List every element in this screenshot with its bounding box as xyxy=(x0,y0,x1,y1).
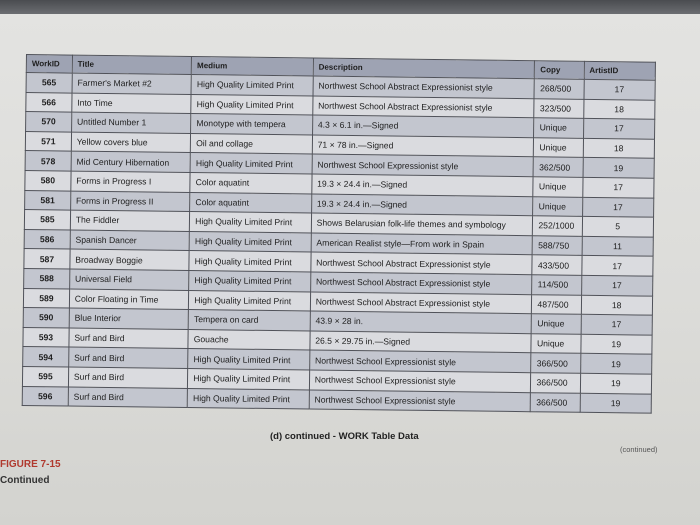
figure-continued-label: Continued xyxy=(0,475,50,486)
cell-medium: High Quality Limited Print xyxy=(190,153,312,174)
cell-copy: 366/500 xyxy=(531,353,580,373)
cell-artistid: 17 xyxy=(582,197,654,217)
cell-title: The Fiddler xyxy=(70,210,190,231)
table-body xyxy=(22,73,655,414)
cell-description: American Realist style—From work in Spain xyxy=(311,233,533,255)
cell-copy: 362/500 xyxy=(534,157,583,177)
cell-title: Color Floating in Time xyxy=(69,289,189,310)
cell-copy: Unique xyxy=(532,314,581,334)
work-table-wrapper xyxy=(22,54,656,414)
cell-copy: 588/750 xyxy=(533,235,582,255)
cell-artistid: 17 xyxy=(581,275,653,295)
cell-medium: Color aquatint xyxy=(190,192,312,213)
figure-label: FIGURE 7-15 xyxy=(0,459,61,470)
cell-copy: 366/500 xyxy=(531,392,580,412)
cell-medium: Oil and collage xyxy=(191,133,313,154)
cell-workid: 587 xyxy=(24,249,70,269)
cell-description: Shows Belarusian folk-life themes and symbology xyxy=(311,213,533,235)
cell-description: Northwest School Expressionist style xyxy=(309,350,531,372)
cell-workid: 588 xyxy=(24,268,70,288)
cell-artistid: 18 xyxy=(581,295,653,315)
cell-workid: 589 xyxy=(23,288,69,308)
cell-workid: 571 xyxy=(25,131,71,151)
cell-copy: 323/500 xyxy=(534,98,583,118)
cell-workid: 580 xyxy=(25,170,71,190)
cell-workid: 570 xyxy=(26,112,72,132)
book-page xyxy=(0,14,700,525)
cell-artistid: 19 xyxy=(583,158,655,178)
cell-medium: High Quality Limited Print xyxy=(188,349,310,370)
cell-copy: Unique xyxy=(534,118,583,138)
cell-medium: Monotype with tempera xyxy=(191,114,313,135)
cell-medium: High Quality Limited Print xyxy=(191,75,313,96)
cell-description: Northwest School Expressionist style xyxy=(309,370,531,392)
cell-workid: 593 xyxy=(23,327,69,347)
cell-medium: Color aquatint xyxy=(190,172,312,193)
cell-copy: 252/1000 xyxy=(533,216,582,236)
cell-workid: 565 xyxy=(26,73,72,93)
cell-workid: 566 xyxy=(26,92,72,112)
cell-medium: High Quality Limited Print xyxy=(189,251,311,272)
cell-title: Farmer's Market #2 xyxy=(72,73,192,94)
cell-workid: 578 xyxy=(25,151,71,171)
cell-copy: Unique xyxy=(534,137,583,157)
cell-workid: 585 xyxy=(24,210,70,230)
cell-artistid: 19 xyxy=(580,354,652,374)
cell-description: 19.3 × 24.4 in.—Signed xyxy=(312,174,534,196)
cell-copy: 366/500 xyxy=(531,373,580,393)
cell-title: Forms in Progress II xyxy=(70,191,190,212)
cell-medium: High Quality Limited Print xyxy=(189,290,311,311)
cell-medium: High Quality Limited Print xyxy=(191,94,313,115)
cell-artistid: 17 xyxy=(582,177,654,197)
cell-artistid: 17 xyxy=(581,256,653,276)
cell-title: Into Time xyxy=(72,93,192,114)
cell-workid: 586 xyxy=(24,229,70,249)
cell-description: 71 × 78 in.—Signed xyxy=(312,135,534,157)
cell-description: Northwest School Expressionist style xyxy=(309,389,531,411)
cell-copy: 114/500 xyxy=(532,275,581,295)
header-medium: Medium xyxy=(191,57,313,76)
cell-copy: 433/500 xyxy=(532,255,581,275)
cell-medium: High Quality Limited Print xyxy=(187,388,309,409)
cell-description: Northwest School Abstract Expressionist style xyxy=(310,272,532,294)
header-description: Description xyxy=(313,58,535,79)
cell-copy: Unique xyxy=(533,177,582,197)
cell-description: 43.9 × 28 in. xyxy=(310,311,532,333)
cell-title: Broadway Boggie xyxy=(70,249,190,270)
cell-copy: Unique xyxy=(533,196,582,216)
cell-artistid: 18 xyxy=(583,99,655,119)
cell-description: 19.3 × 24.4 in.—Signed xyxy=(311,194,533,216)
cell-medium: High Quality Limited Print xyxy=(189,231,311,252)
header-workid: WorkID xyxy=(26,55,72,74)
cell-title: Surf and Bird xyxy=(68,367,188,388)
cell-artistid: 18 xyxy=(583,138,655,158)
cell-title: Mid Century Hibernation xyxy=(71,151,191,172)
header-title: Title xyxy=(72,55,192,74)
cell-artistid: 17 xyxy=(583,119,655,139)
cell-title: Blue Interior xyxy=(69,308,189,329)
cell-title: Surf and Bird xyxy=(69,328,189,349)
cell-artistid: 5 xyxy=(582,216,654,236)
cell-medium: High Quality Limited Print xyxy=(188,368,310,389)
cell-copy: Unique xyxy=(531,333,580,353)
cell-title: Spanish Dancer xyxy=(70,230,190,251)
cell-artistid: 17 xyxy=(584,79,656,99)
header-copy: Copy xyxy=(535,61,584,80)
cell-artistid: 19 xyxy=(580,334,652,354)
cell-medium: High Quality Limited Print xyxy=(189,270,311,291)
cell-medium: Gouache xyxy=(188,329,310,350)
header-artistid: ArtistID xyxy=(584,61,656,80)
cell-artistid: 19 xyxy=(580,393,652,413)
cell-medium: Tempera on card xyxy=(188,310,310,331)
cell-copy: 487/500 xyxy=(532,294,581,314)
cell-medium: High Quality Limited Print xyxy=(190,212,312,233)
cell-workid: 595 xyxy=(22,366,68,386)
cell-title: Universal Field xyxy=(69,269,189,290)
cell-copy: 268/500 xyxy=(534,79,583,99)
cell-description: Northwest School Abstract Expressionist style xyxy=(310,292,532,314)
cell-workid: 581 xyxy=(25,190,71,210)
cell-workid: 596 xyxy=(22,386,68,406)
cell-workid: 590 xyxy=(23,308,69,328)
cell-title: Yellow covers blue xyxy=(71,132,191,153)
cell-artistid: 19 xyxy=(580,373,652,393)
cell-description: Northwest School Abstract Expressionist style xyxy=(311,252,533,274)
cell-description: 26.5 × 29.75 in.—Signed xyxy=(310,331,532,353)
cell-artistid: 17 xyxy=(581,314,653,334)
cell-description: 4.3 × 6.1 in.—Signed xyxy=(312,115,534,137)
cell-artistid: 11 xyxy=(582,236,654,256)
table-caption: (d) continued - WORK Table Data xyxy=(270,431,419,442)
cell-title: Forms in Progress I xyxy=(71,171,191,192)
cell-description: Northwest School Abstract Expressionist style xyxy=(313,76,535,98)
continued-note: (continued) xyxy=(620,445,658,454)
cell-description: Northwest School Expressionist style xyxy=(312,154,534,176)
cell-title: Surf and Bird xyxy=(69,347,189,368)
cell-workid: 594 xyxy=(23,347,69,367)
cell-title: Untitled Number 1 xyxy=(71,112,191,133)
work-table xyxy=(22,54,656,414)
cell-title: Surf and Bird xyxy=(68,387,188,408)
cell-description: Northwest School Abstract Expressionist style xyxy=(313,96,535,118)
